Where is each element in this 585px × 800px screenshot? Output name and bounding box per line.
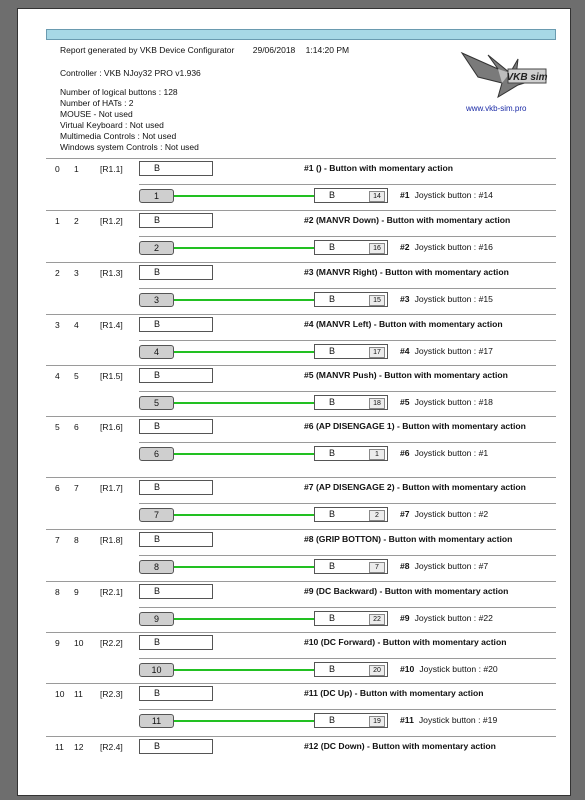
link-line xyxy=(174,195,314,197)
target-box[interactable]: B 2 xyxy=(314,507,388,522)
row-code: [R2.4] xyxy=(100,742,123,752)
report-date: 29/06/2018 xyxy=(252,45,296,55)
row-separator xyxy=(46,632,556,633)
row-index: 11 xyxy=(55,742,64,752)
action-description: #11 (DC Up) - Button with momentary action xyxy=(304,688,484,698)
report-generated-line xyxy=(60,45,349,55)
row-separator xyxy=(46,683,556,684)
row-code: [R1.5] xyxy=(100,371,123,381)
row-code: [R1.1] xyxy=(100,164,123,174)
row-code: [R1.6] xyxy=(100,422,123,432)
target-box[interactable]: B 16 xyxy=(314,240,388,255)
row-number: 2 xyxy=(74,216,79,226)
link-line xyxy=(174,453,314,455)
row-number: 9 xyxy=(74,587,79,597)
joystick-label xyxy=(400,397,493,407)
joystick-label-text: Joystick button : #16 xyxy=(414,242,493,252)
target-box[interactable]: B 7 xyxy=(314,559,388,574)
row-separator xyxy=(46,736,556,737)
joystick-label xyxy=(400,346,493,356)
row-code: [R1.2] xyxy=(100,216,123,226)
row-separator xyxy=(139,184,556,185)
link-line xyxy=(174,618,314,620)
joystick-button[interactable]: 3 xyxy=(139,293,174,307)
row-number: 1 xyxy=(74,164,79,174)
target-box[interactable]: B 19 xyxy=(314,713,388,728)
joystick-label-number: #2 xyxy=(400,242,410,252)
joystick-label-text: Joystick button : #2 xyxy=(414,509,489,519)
row-separator xyxy=(139,555,556,556)
row-separator xyxy=(139,658,556,659)
joystick-button[interactable]: 6 xyxy=(139,447,174,461)
target-number: 16 xyxy=(369,243,385,254)
joystick-label xyxy=(400,190,493,200)
row-code: [R2.3] xyxy=(100,689,123,699)
action-value-box[interactable]: B xyxy=(139,265,213,280)
target-number: 14 xyxy=(369,191,385,202)
header-bar xyxy=(46,29,556,40)
row-index: 6 xyxy=(55,483,60,493)
joystick-label xyxy=(400,448,488,458)
target-box[interactable]: B 18 xyxy=(314,395,388,410)
action-value-box[interactable]: B xyxy=(139,161,213,176)
row-number: 11 xyxy=(74,689,83,699)
row-separator xyxy=(139,607,556,608)
joystick-label-number: #11 xyxy=(400,715,414,725)
joystick-button[interactable]: 2 xyxy=(139,241,174,255)
row-number: 7 xyxy=(74,483,79,493)
website-link[interactable]: www.vkb-sim.pro xyxy=(466,104,527,113)
link-line xyxy=(174,566,314,568)
row-separator xyxy=(46,477,556,478)
row-number: 5 xyxy=(74,371,79,381)
controller-info: Controller : VKB NJoy32 PRO v1.936 xyxy=(60,68,201,78)
info-line: Multimedia Controls : Not used xyxy=(60,131,177,141)
action-value-box[interactable]: B xyxy=(139,584,213,599)
joystick-label-text: Joystick button : #15 xyxy=(414,294,493,304)
action-description: #4 (MANVR Left) - Button with momentary action xyxy=(304,319,503,329)
row-index: 4 xyxy=(55,371,60,381)
target-number: 15 xyxy=(369,295,385,306)
joystick-label-number: #3 xyxy=(400,294,410,304)
action-description: #5 (MANVR Push) - Button with momentary action xyxy=(304,370,508,380)
joystick-button[interactable]: 9 xyxy=(139,612,174,626)
target-box[interactable]: B 20 xyxy=(314,662,388,677)
row-separator xyxy=(46,158,556,159)
row-number: 3 xyxy=(74,268,79,278)
target-number: 18 xyxy=(369,398,385,409)
joystick-label-text: Joystick button : #22 xyxy=(414,613,493,623)
joystick-label-number: #1 xyxy=(400,190,410,200)
joystick-label-number: #7 xyxy=(400,509,410,519)
info-line: Windows system Controls : Not used xyxy=(60,142,199,152)
row-separator xyxy=(139,442,556,443)
row-index: 8 xyxy=(55,587,60,597)
row-code: [R1.4] xyxy=(100,320,123,330)
joystick-label xyxy=(400,509,488,519)
joystick-label xyxy=(400,613,493,623)
row-number: 4 xyxy=(74,320,79,330)
info-line: MOUSE - Not used xyxy=(60,109,133,119)
target-box[interactable]: B 15 xyxy=(314,292,388,307)
target-number: 20 xyxy=(369,665,385,676)
joystick-label-text: Joystick button : #20 xyxy=(419,664,498,674)
link-line xyxy=(174,351,314,353)
action-description: #7 (AP DISENGAGE 2) - Button with momentary action xyxy=(304,482,526,492)
joystick-button[interactable]: 8 xyxy=(139,560,174,574)
row-separator xyxy=(46,262,556,263)
joystick-label xyxy=(400,664,498,674)
action-value-box[interactable]: B xyxy=(139,317,213,332)
link-line xyxy=(174,299,314,301)
joystick-label-number: #9 xyxy=(400,613,410,623)
target-box[interactable]: B 1 xyxy=(314,446,388,461)
target-box[interactable]: B 14 xyxy=(314,188,388,203)
joystick-button[interactable]: 5 xyxy=(139,396,174,410)
vkb-logo xyxy=(458,47,548,99)
target-number: 19 xyxy=(369,716,385,727)
row-code: [R1.3] xyxy=(100,268,123,278)
row-separator xyxy=(46,416,556,417)
joystick-label xyxy=(400,715,497,725)
row-code: [R2.2] xyxy=(100,638,123,648)
row-index: 7 xyxy=(55,535,60,545)
joystick-label-text: Joystick button : #19 xyxy=(418,715,498,725)
action-value-box[interactable]: B xyxy=(139,213,213,228)
row-index: 1 xyxy=(55,216,60,226)
target-number: 7 xyxy=(369,562,385,573)
joystick-label-number: #6 xyxy=(400,448,410,458)
row-index: 10 xyxy=(55,689,65,699)
action-value-box[interactable]: B xyxy=(139,368,213,383)
action-value-box[interactable]: B xyxy=(139,480,213,495)
row-number: 8 xyxy=(74,535,79,545)
row-number: 10 xyxy=(74,638,84,648)
action-description: #8 (GRIP BOTTON) - Button with momentary action xyxy=(304,534,513,544)
row-separator xyxy=(139,340,556,341)
joystick-label-text: Joystick button : #1 xyxy=(414,448,489,458)
action-value-box[interactable]: B xyxy=(139,419,213,434)
row-index: 3 xyxy=(55,320,60,330)
report-page xyxy=(17,8,571,796)
target-number: 22 xyxy=(369,614,385,625)
row-separator xyxy=(139,288,556,289)
joystick-label-number: #5 xyxy=(400,397,410,407)
link-line xyxy=(174,720,314,722)
row-separator xyxy=(46,210,556,211)
joystick-button[interactable]: 7 xyxy=(139,508,174,522)
logo-text: VKB sim xyxy=(506,72,548,83)
link-line xyxy=(174,669,314,671)
info-line: Virtual Keyboard : Not used xyxy=(60,120,164,130)
joystick-label xyxy=(400,561,488,571)
target-number: 1 xyxy=(369,449,385,460)
action-description: #10 (DC Forward) - Button with momentary action xyxy=(304,637,507,647)
target-box[interactable]: B 17 xyxy=(314,344,388,359)
row-separator xyxy=(139,236,556,237)
row-code: [R2.1] xyxy=(100,587,123,597)
row-separator xyxy=(46,581,556,582)
joystick-label-text: Joystick button : #14 xyxy=(414,190,493,200)
joystick-button[interactable]: 10 xyxy=(139,663,174,677)
row-separator xyxy=(46,314,556,315)
joystick-label-text: Joystick button : #17 xyxy=(414,346,493,356)
action-value-box[interactable]: B xyxy=(139,635,213,650)
link-line xyxy=(174,402,314,404)
info-line: Number of logical buttons : 128 xyxy=(60,87,178,97)
row-number: 12 xyxy=(74,742,84,752)
action-description: #12 (DC Down) - Button with momentary action xyxy=(304,741,496,751)
joystick-label-text: Joystick button : #7 xyxy=(414,561,489,571)
action-description: #6 (AP DISENGAGE 1) - Button with momentary action xyxy=(304,421,526,431)
info-line: Number of HATs : 2 xyxy=(60,98,134,108)
target-number: 2 xyxy=(369,510,385,521)
action-description: #3 (MANVR Right) - Button with momentary action xyxy=(304,267,509,277)
row-index: 9 xyxy=(55,638,60,648)
action-value-box[interactable]: B xyxy=(139,686,213,701)
row-number: 6 xyxy=(74,422,79,432)
action-description: #2 (MANVR Down) - Button with momentary action xyxy=(304,215,511,225)
joystick-button[interactable]: 4 xyxy=(139,345,174,359)
joystick-label-number: #8 xyxy=(400,561,410,571)
row-separator xyxy=(139,709,556,710)
row-code: [R1.8] xyxy=(100,535,123,545)
joystick-label-number: #4 xyxy=(400,346,410,356)
row-separator xyxy=(46,529,556,530)
joystick-label-text: Joystick button : #18 xyxy=(414,397,493,407)
report-time: 1:14:20 PM xyxy=(305,45,350,55)
row-index: 0 xyxy=(55,164,60,174)
joystick-button[interactable]: 1 xyxy=(139,189,174,203)
link-line xyxy=(174,514,314,516)
row-code: [R1.7] xyxy=(100,483,123,493)
action-description: #1 () - Button with momentary action xyxy=(304,163,453,173)
action-description: #9 (DC Backward) - Button with momentary action xyxy=(304,586,509,596)
joystick-label xyxy=(400,242,493,252)
link-line xyxy=(174,247,314,249)
target-number: 17 xyxy=(369,347,385,358)
action-value-box[interactable]: B xyxy=(139,739,213,754)
row-index: 5 xyxy=(55,422,60,432)
row-separator xyxy=(139,503,556,504)
row-separator xyxy=(139,391,556,392)
row-index: 2 xyxy=(55,268,60,278)
row-separator xyxy=(46,365,556,366)
joystick-label-number: #10 xyxy=(400,664,415,674)
joystick-button[interactable]: 11 xyxy=(139,714,174,728)
generated-by-text: Report generated by VKB Device Configurator xyxy=(60,45,235,55)
action-value-box[interactable]: B xyxy=(139,532,213,547)
joystick-label xyxy=(400,294,493,304)
target-box[interactable]: B 22 xyxy=(314,611,388,626)
